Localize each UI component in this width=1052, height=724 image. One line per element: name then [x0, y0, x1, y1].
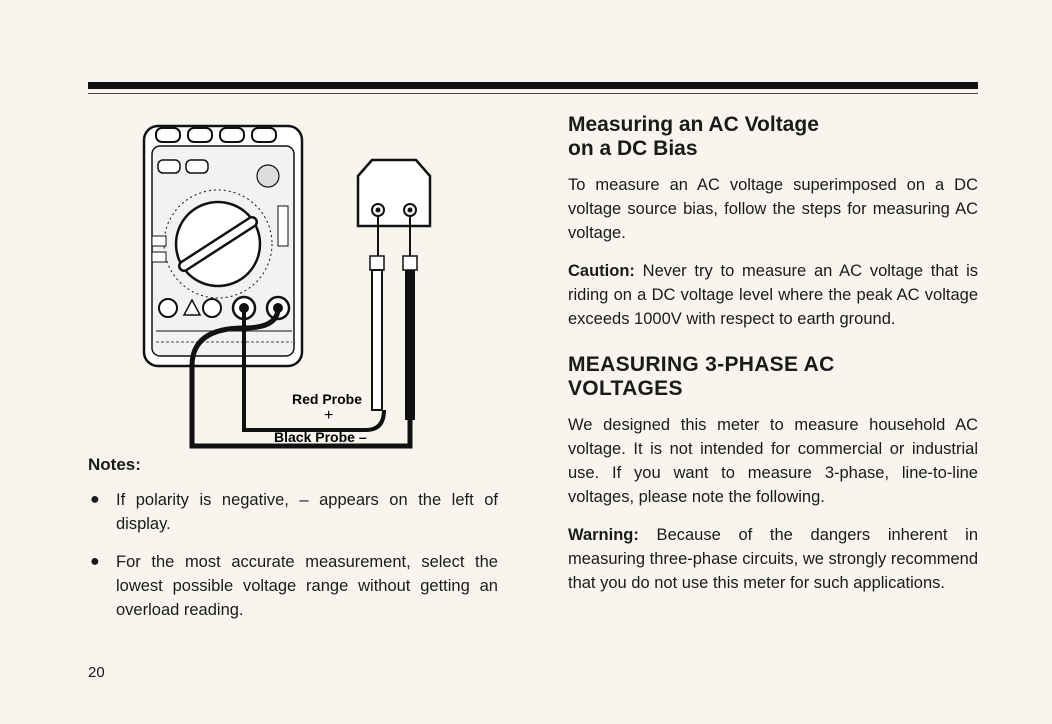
warning-label: Warning: [568, 526, 639, 544]
section2-paragraph: We designed this meter to measure household AC voltage. It is not intended for commercial or industrial use. If you want to measure 3-phase, line-to-line voltages, please note the following. [568, 416, 978, 506]
bullet-icon: ● [90, 491, 100, 508]
list-item [88, 488, 498, 536]
warning-text: Because of the dangers inherent in measuring three-phase circuits, we strongly recommend that you do not use this meter for such applications. [568, 526, 978, 592]
section-title-line2: VOLTAGES [568, 377, 683, 400]
red-probe-label: Red Probe [292, 391, 363, 407]
section-title-line2: on a DC Bias [568, 137, 698, 160]
right-column [568, 113, 978, 609]
section1-paragraph: To measure an AC voltage superimposed on a DC voltage source bias, follow the steps for measuring AC voltage. [568, 176, 978, 242]
header-rule-thick [88, 82, 978, 89]
multimeter-figure [140, 116, 440, 451]
note-text: For the most accurate measurement, select the lowest possible voltage range without getting an overload reading. [116, 553, 498, 619]
note-text: If polarity is negative, – appears on the left of display. [116, 491, 498, 533]
page-number: 20 [88, 664, 105, 681]
section-title-line1: MEASURING 3-PHASE AC [568, 353, 835, 376]
section-title-3-phase [568, 353, 978, 401]
bullet-icon: ● [90, 553, 100, 570]
caution-label: Caution: [568, 262, 635, 280]
list-item [88, 550, 498, 622]
probe-adapter-icon [358, 160, 430, 256]
section-title-ac-on-dc [568, 113, 978, 161]
plus-label: + [324, 407, 334, 424]
black-probe-label: Black Probe – [274, 429, 367, 445]
caution-text: Never try to measure an AC voltage that is riding on a DC voltage level where the peak AC voltage exceeds 1000V with respect to earth ground. [568, 262, 978, 328]
notes-list [88, 488, 498, 636]
notes-title: Notes: [88, 455, 141, 474]
warning-paragraph [568, 523, 978, 595]
header-rule-thin [88, 93, 978, 94]
section-title-line1: Measuring an AC Voltage [568, 113, 819, 136]
caution-paragraph [568, 259, 978, 331]
